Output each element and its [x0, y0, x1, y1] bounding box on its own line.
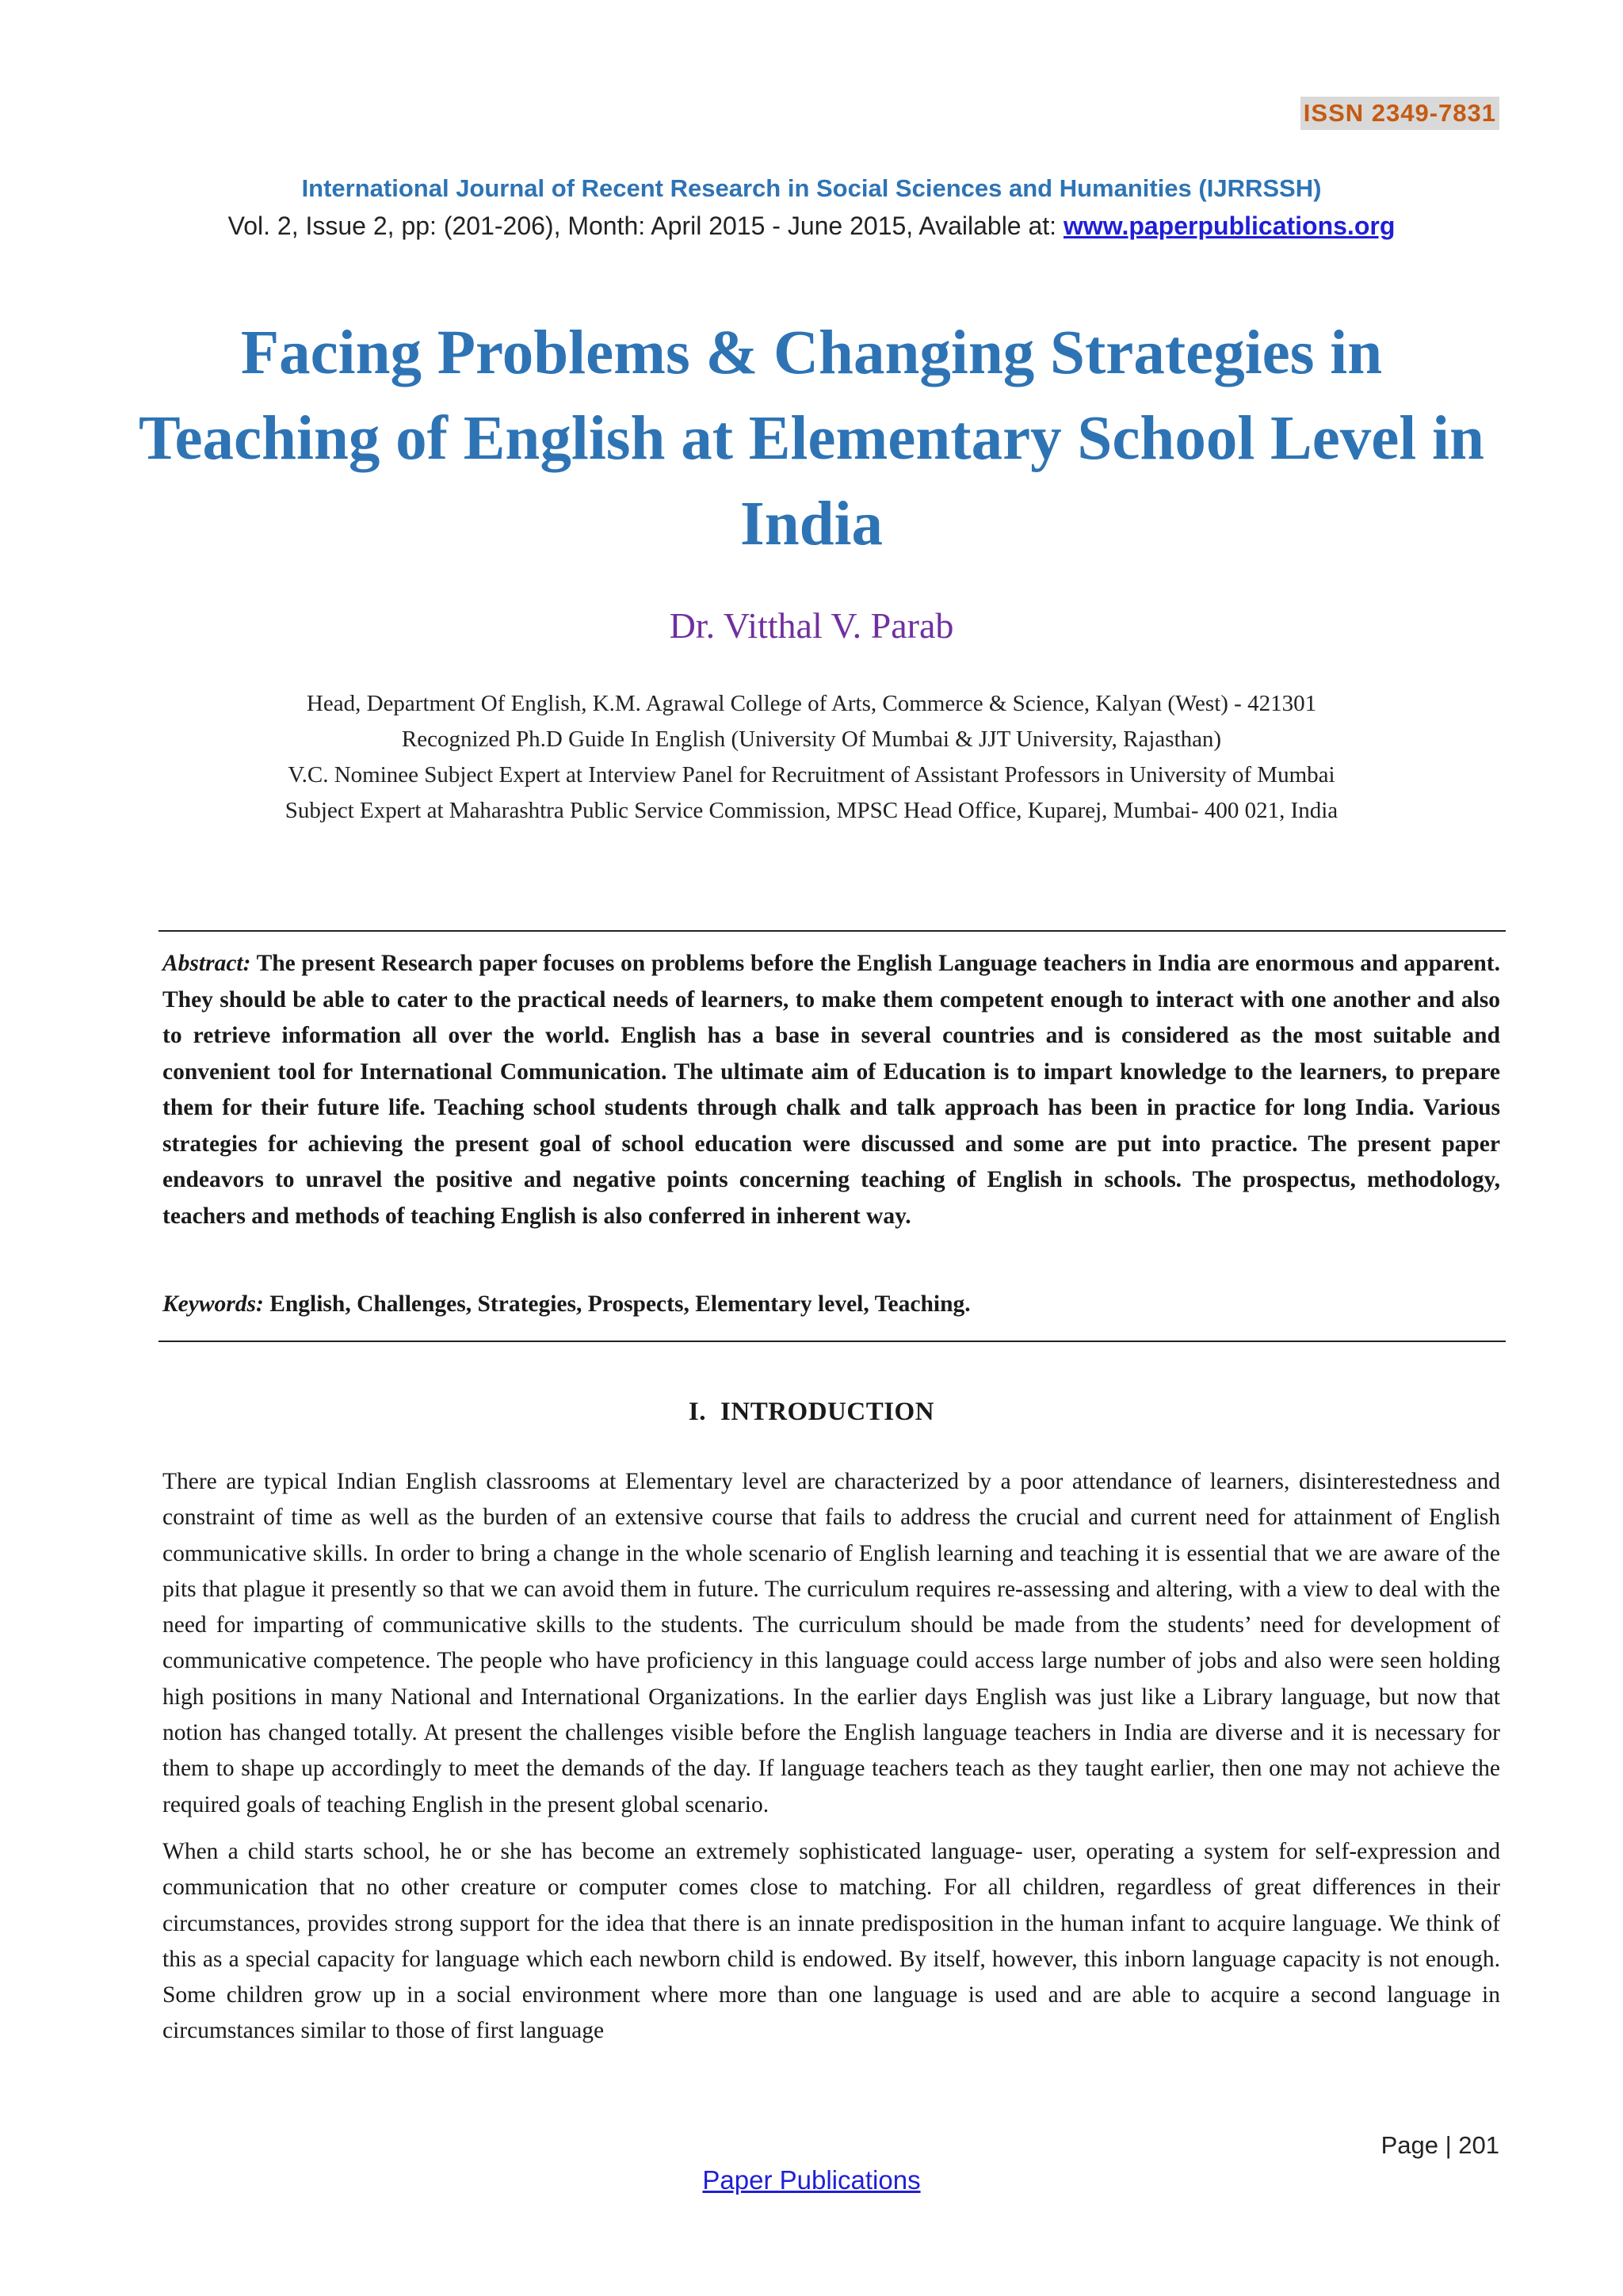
- section-number: I.: [688, 1398, 707, 1426]
- abstract: [162, 946, 1500, 1234]
- affiliations: [0, 686, 1623, 829]
- affiliation-line: Subject Expert at Maharashtra Public Service Commission, MPSC Head Office, Kuparej, Mumbai- 400 021, India: [285, 798, 1338, 823]
- abstract-top-divider: [158, 930, 1506, 932]
- affiliation-line: V.C. Nominee Subject Expert at Interview Panel for Recruitment of Assistant Professors in University of Mumbai: [288, 762, 1335, 788]
- journal-name: International Journal of Recent Research in Social Sciences and Humanities (IJRRSSH): [301, 174, 1322, 202]
- keywords-text: English, Challenges, Strategies, Prospects, Elementary level, Teaching.: [269, 1291, 971, 1317]
- issn-badge: ISSN 2349-7831: [1300, 97, 1499, 130]
- volume-info: [0, 209, 1623, 242]
- footer: [0, 2163, 1623, 2198]
- affiliation-line: Head, Department Of English, K.M. Agrawal College of Arts, Commerce & Science, Kalyan (West) - 421301: [306, 691, 1317, 716]
- body-paragraph: When a child starts school, he or she has become an extremely sophisticated language- user, operating a system for self-expression and communication that no other creature or computer comes close to matching. For all children, regardless of great differences in their circumstances, provides strong support for the idea that there is an innate predisposition in the human infant to acquire language. We think of this as a special capacity for language which each newborn child is endowed. By itself, however, this inborn language capacity is not enough. Some children grow up in a social environment where more than one language is used and are able to acquire a second language in circumstances similar to those of first language: [162, 1838, 1500, 2044]
- paper-title: Facing Problems & Changing Strategies in Teaching of English at Elementary School Level in India: [139, 318, 1484, 559]
- abstract-bottom-divider: [158, 1341, 1506, 1342]
- keywords-label: Keywords:: [162, 1291, 264, 1317]
- keywords: [162, 1287, 1500, 1322]
- author-name: Dr. Vitthal V. Parab: [669, 605, 954, 646]
- issn-header: [1300, 97, 1499, 130]
- publisher-link[interactable]: Paper Publications: [702, 2165, 921, 2195]
- abstract-text: The present Research paper focuses on problems before the English Language teachers in India are enormous and apparent. They should be able to cater to the practical needs of learners, to make them competent enough to interact with one another and also to retrieve information all over the world. English has a base in several countries and is considered as the most suitable and convenient tool for International Communication. The ultimate aim of Education is to impart knowledge to the learners, to prepare them for their future life. Teaching school students through chalk and talk approach has been in practice for long India. Various strategies for achieving the present goal of school education were discussed and some are put into practice. The present paper endeavors to unravel the positive and negative points concerning teaching of English in schools. The prospectus, methodology, teachers and methods of teaching English is also conferred in inherent way.: [162, 951, 1500, 1229]
- section-title: INTRODUCTION: [720, 1398, 935, 1426]
- section-heading: [0, 1394, 1623, 1429]
- page-number: Page | 201: [1381, 2131, 1499, 2159]
- website-link[interactable]: www.paperpublications.org: [1063, 212, 1396, 240]
- abstract-label: Abstract:: [162, 951, 251, 976]
- body-text: [162, 1464, 1500, 2061]
- affiliation-line: Recognized Ph.D Guide In English (University Of Mumbai & JJT University, Rajasthan): [401, 727, 1222, 752]
- body-paragraph: There are typical Indian English classrooms at Elementary level are characterized by a poor attendance of learners, disinterestedness and constraint of time as well as the burden of an extensive course that fails to address the crucial and current need for attainment of English communicative skills. In order to bring a change in the whole scenario of English learning and teaching it is essential that we are aware of the pits that plague it presently so that we can avoid them in future. The curriculum requires re-assessing and altering, with a view to deal with the need for imparting of communicative skills to the students. The curriculum should be made from the students’ need for development of communicative competence. The people who have proficiency in this language could access large number of jobs and also were seen holding high positions in many National and International Organizations. In the earlier days English was just like a Library language, but now that notion has changed totally. At present the challenges visible before the English language teachers in India are diverse and it is necessary for them to shape up accordingly to meet the demands of the day. If language teachers teach as they taught earlier, then one may not achieve the required goals of teaching English in the present global scenario.: [162, 1469, 1500, 1817]
- volume-text: Vol. 2, Issue 2, pp: (201-206), Month: April 2015 - June 2015, Available at:: [227, 212, 1064, 240]
